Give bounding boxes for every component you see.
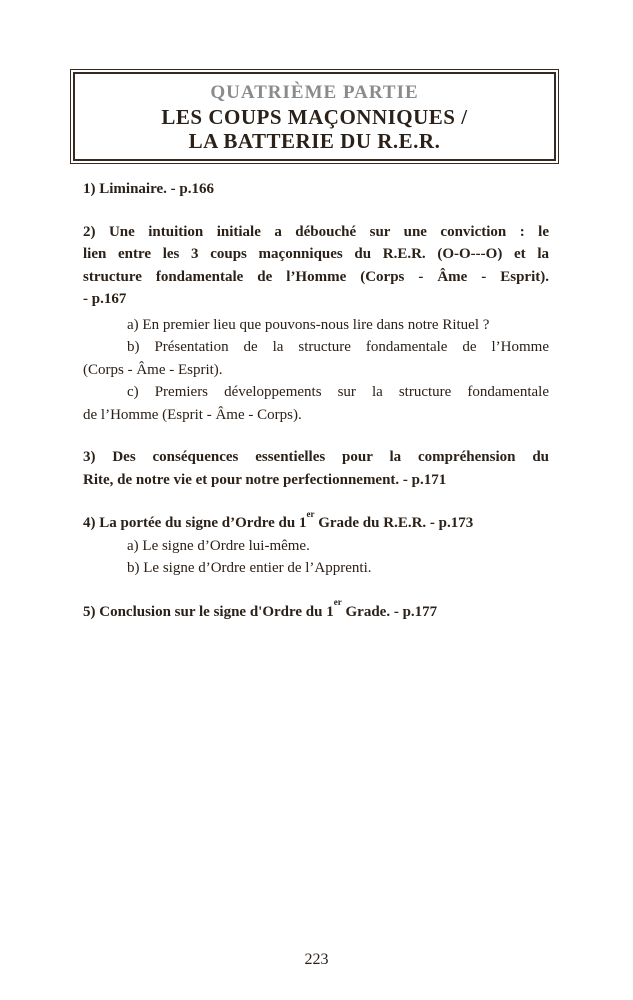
- part-title-line-1: LES COUPS MAÇONNIQUES /: [161, 104, 468, 129]
- ordinal-superscript: er: [306, 508, 315, 519]
- toc-item-2-sub-c-line-2: de l’Homme (Esprit - Âme - Corps).: [83, 406, 302, 423]
- toc-item-5: [83, 597, 549, 624]
- toc-item-4-sub-a: a) Le signe d’Ordre lui-même.: [127, 537, 310, 554]
- toc-item-2-sub-c-line-1: c) Premiers développements sur la structure fondamentale: [127, 384, 549, 400]
- toc-item-1: 1) Liminaire. - p.166: [83, 181, 214, 197]
- toc-item-2-line-3: structure fondamentale de l’Homme (Corps - Âme - Esprit).: [83, 268, 549, 285]
- table-of-contents: [83, 178, 549, 623]
- part-header-inner-frame: [73, 72, 556, 161]
- toc-item-4-sub-b: b) Le signe d’Ordre entier de l’Apprenti.: [127, 560, 372, 576]
- part-header-box: [70, 69, 559, 164]
- part-label: QUATRIÈME PARTIE: [210, 81, 419, 103]
- toc-item-5-text: 5) Conclusion sur le signe d'Ordre du 1: [83, 603, 334, 620]
- part-title-line-2: LA BATTERIE DU R.E.R.: [188, 129, 441, 153]
- toc-item-2-sub-b-line-2: (Corps - Âme - Esprit).: [83, 361, 223, 378]
- toc-item-4-text-cont: Grade du R.E.R. - p.173: [314, 515, 474, 531]
- toc-item-4-text: 4) La portée du signe d’Ordre du 1: [83, 515, 307, 531]
- toc-item-3-line-2: Rite, de notre vie et pour notre perfectionnement. - p.171: [83, 471, 447, 488]
- toc-item-2-sub-a: a) En premier lieu que pouvons-nous lire dans notre Rituel ?: [127, 316, 490, 333]
- toc-item-5-text-cont: Grade. - p.177: [341, 603, 438, 620]
- toc-item-2-line-4: - p.167: [83, 291, 127, 307]
- toc-item-2-sub-b-line-1: b) Présentation de la structure fondamentale de l’Homme: [127, 339, 549, 355]
- page-number: 223: [304, 951, 329, 968]
- toc-item-2-line-1: 2) Une intuition initiale a débouché sur une conviction : le: [83, 223, 549, 240]
- toc-item-2-line-2: lien entre les 3 coups maçonniques du R.E.R. (O-O---O) et la: [83, 246, 549, 262]
- toc-item-4: [83, 508, 549, 535]
- ordinal-superscript: er: [333, 597, 342, 608]
- toc-item-3-line-1: 3) Des conséquences essentielles pour la compréhension du: [83, 449, 549, 465]
